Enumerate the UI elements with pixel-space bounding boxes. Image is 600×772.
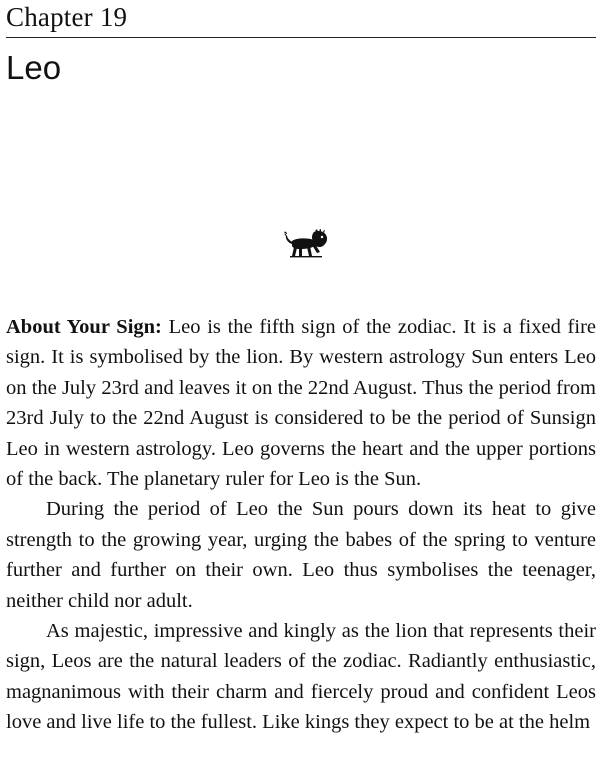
chapter-title: Leo	[6, 49, 62, 86]
lead-heading: About Your Sign:	[6, 316, 162, 338]
paragraph: During the period of Leo the Sun pours down its heat to give strength to the growing year, urging the babes of the spring to venture further and further on their own. Leo thus symbolises the teenager, neither child nor adult.	[6, 498, 596, 612]
paragraph-text: Leo is the fifth sign of the zodiac. It is a fixed fire sign. It is symbolised by the lion. By western astrology Sun enters Leo on the July 23rd and leaves it on the 22nd August. Thus the period from 23rd July to the 22nd August is considered to be the period of Sunsign Leo in western astrology. Leo governs the heart and the upper portions of the back. The planetary ruler for Leo is the Sun.	[6, 316, 596, 491]
header-divider	[6, 37, 596, 38]
body-text	[6, 312, 596, 738]
paragraph: As majestic, impressive and kingly as the lion that represents their sign, Leos are the natural leaders of the zodiac. Radiantly enthusiastic, magnanimous with their charm and fiercely proud and confident Leos love and live life to the fullest. Like kings they expect to be at the helm	[6, 620, 596, 734]
paragraph-about-sign	[6, 312, 596, 494]
chapter-label: Chapter 19	[6, 2, 128, 32]
lion-icon	[284, 229, 330, 259]
